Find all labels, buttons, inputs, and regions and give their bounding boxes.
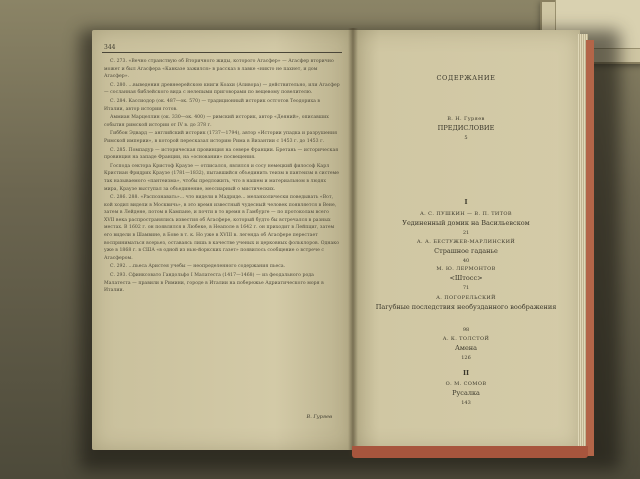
signature: В. Гуряев <box>306 414 332 420</box>
entry-author: А. К. ТОЛСТОЙ <box>442 336 490 342</box>
entry-page: 126 <box>461 355 471 361</box>
note-paragraph: С. 286. 288. «Распознавать»... что видели в Мадриде... меланхолически поведывать «Вот, кой ходил видели в Москвичь», в это время известный чудесный человек появляется в Вене, затем в Лейдене, потом в Кампане, и почти в то время в Гамбурге — по протоколам всего XVII века распространялись известия об Агасфере, который будто бы встречался в разных местах. В 1602 г. он появлялся в Любеке, в Неаполе в 1642 г. он приходит в Лейпциг, затем его видели в Шамвине, в Бове в т. к. Но уже в XVIII в. легенда об Агасфере перестает восприниматься всерьез, оставаясь лишь в качестве ученых и церковных фольклоров. Однако уже в 1868 г. в США «в одной из нью-йоркских газет» появилось сообщение о встрече с Агасфером. <box>104 195 340 261</box>
book-gutter <box>348 28 358 456</box>
entry-page: 5 <box>464 135 468 141</box>
entry-page: 143 <box>461 400 471 406</box>
entry-author: В. Н. Гуряев <box>447 116 485 122</box>
book-cover-bottom <box>352 446 588 458</box>
contents-entry <box>352 381 580 406</box>
note-paragraph: Гиббон Эдвард — английский историк (1737—1794), автор «Истории упадка и разрушения Римской империи», в которой пересказал историю Рима в Византии с 1453 г. до 1453 г. <box>104 131 338 144</box>
entry-page: 21 <box>462 230 470 236</box>
book-cover-edge <box>586 40 594 456</box>
contents-entry <box>352 211 580 236</box>
entry-author: А. ПОГОРЕЛЬСКИЙ <box>436 295 496 301</box>
contents-entry <box>352 116 580 141</box>
entry-title: Русалка <box>452 389 480 397</box>
page-number: 344 <box>104 44 116 51</box>
entry-title: Пагубные последствия необузданного воображения <box>375 303 557 311</box>
entry-author: М. Ю. ЛЕРМОНТОВ <box>436 266 496 272</box>
section-number: II <box>462 369 470 377</box>
header-rule <box>102 52 342 53</box>
note-paragraph: С. 284. Кассиодор (ок. 487—ок. 570) — традиционный историк остготов Теодориха в Италии, автор истории готов. <box>104 98 321 112</box>
note-paragraph: Господа сектора Кристоф Краузе — отписался, являлся и сосу немецкий философ Карл Кристиан Фридрих Краузе (1781—1832), пытавшийся объединить теизм в пантеизм в системе так называемого «пантеизма», чтобы предложить, что в нашем и материальном в людях мира, Краузе выступал за объединение, мессиарный о мистических. <box>104 163 340 192</box>
entry-page: 71 <box>462 285 470 291</box>
section-number: I <box>464 198 468 206</box>
entry-title: Страшное гаданье <box>434 247 498 255</box>
contents-entry <box>352 239 580 264</box>
contents-entry <box>352 336 580 361</box>
contents-entry <box>352 295 580 333</box>
left-page <box>92 30 354 450</box>
note-paragraph: С. 293. Сфинксовато Гандольфо І Малатеста (1417—1468) — из феодального рода Малатеста — правили в Римини, городе в Италии на побережье Адриатического моря в Италии. <box>104 273 324 294</box>
note-paragraph: С. 280. ...выведения древнеерейскою книги Коахи (Аливора) — действительно, или Агасфер — сосланная библейского вида с нелепыми приговорами по вещевому повелителю. <box>104 82 340 96</box>
entry-title: <Штосс> <box>449 274 483 282</box>
entry-page: 98 <box>462 327 470 333</box>
entry-author: А. С. ПУШКИН — В. П. ТИТОВ <box>419 211 512 217</box>
entry-page: 40 <box>462 258 470 264</box>
entry-author: А. А. БЕСТУЖЕВ-МАРЛИНСКИЙ <box>416 239 516 245</box>
note-paragraph: С. 292. ...пьеса Аристея учебы — неопределенного содержания пьеса. <box>110 264 286 270</box>
notes-text <box>104 58 340 296</box>
entry-title: Уединенный домик на Васильевском <box>402 219 530 227</box>
contents-entry <box>352 266 580 291</box>
right-page <box>352 30 580 450</box>
entry-author: О. М. СОМОВ <box>445 381 487 387</box>
entry-title: ПРЕДИСЛОВИЕ <box>437 124 495 132</box>
entry-title: Амена <box>454 344 478 352</box>
note-paragraph: Аммиан Марцеллин (ок. 330—ок. 400) — римский историк, автор «Деяний», описавших события римской истории от IV в. до 378 г. <box>104 115 329 128</box>
note-paragraph: С. 285. Помпадур — историческая провинция на севере Франции. Бретань — историческая провинция на западе Франции, на «основании» посвещения. <box>104 147 339 161</box>
contents-heading: СОДЕРЖАНИЕ <box>436 74 496 82</box>
note-paragraph: С. 273. «Вечно странствую об Вторичного жиды, которого Агасфер» — Агасфер вторично может и был Агасфера «Кавказе зажился» в рассказ в лавке «никто не пахнет, и дом Агасфер». <box>104 59 334 80</box>
table-of-contents <box>352 30 580 450</box>
